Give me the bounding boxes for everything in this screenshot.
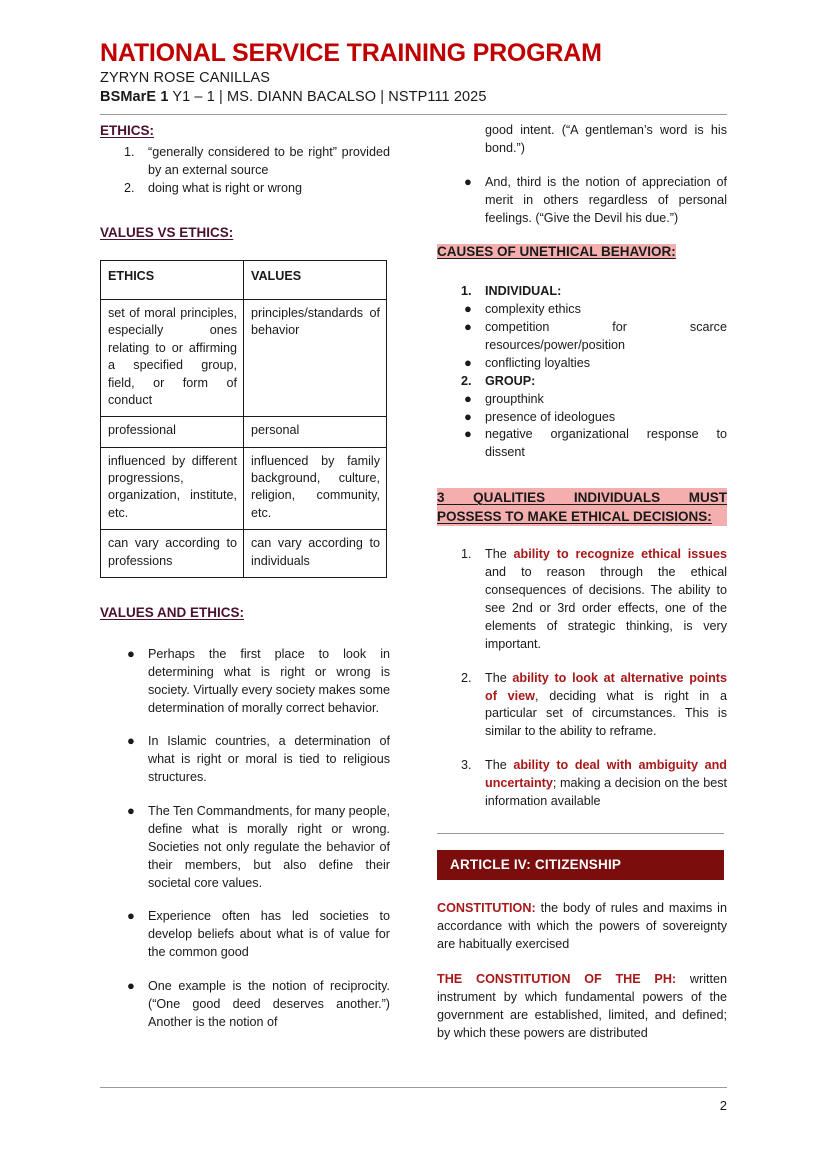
qualities-list xyxy=(437,546,727,810)
right-column xyxy=(437,122,727,1043)
bullet-icon: ● xyxy=(127,978,135,993)
quality-emphasis: ability to look at alternative points of view xyxy=(485,670,728,703)
table-header-values: VALUES xyxy=(244,260,387,299)
page-number: 2 xyxy=(719,1098,727,1113)
causes-group-individual-label xyxy=(437,283,727,301)
qualities-heading-wrap xyxy=(437,488,727,526)
header-divider xyxy=(100,114,727,115)
list-item xyxy=(100,144,390,180)
course-info-line xyxy=(100,88,728,106)
list-item xyxy=(437,409,727,427)
list-item xyxy=(437,301,727,319)
table-cell: set of moral principles, especially ones relating to or affirming a specified group, field, or form of conduct xyxy=(101,300,244,417)
list-item xyxy=(100,733,390,787)
table-cell: professional xyxy=(101,417,244,447)
table-cell: can vary according to professions xyxy=(101,530,244,578)
list-item xyxy=(100,646,390,718)
table-row xyxy=(101,530,387,578)
ethics-heading: ETHICS: xyxy=(100,123,154,138)
constitution-text: the body of rules and maxims in accordance with which the powers of sovereignty are habitually exercised xyxy=(437,900,727,951)
list-marker: 2. xyxy=(461,670,472,685)
list-text: complexity ethics xyxy=(485,302,581,317)
list-marker: 1. xyxy=(461,284,472,299)
quality-lead: The xyxy=(485,758,514,773)
list-text: groupthink xyxy=(485,391,544,406)
list-text: In Islamic countries, a determination of what is right or moral is tied to religious structures. xyxy=(148,734,390,785)
quality-emphasis: ability to deal with ambiguity and uncertainty xyxy=(485,758,727,791)
list-item xyxy=(437,426,727,462)
list-item xyxy=(437,174,727,228)
list-text: “generally considered to be right” provided by an external source xyxy=(148,145,390,177)
quality-rest: , deciding what is right in a particular set of circumstances. This is similar to the ability to reframe. xyxy=(485,688,727,739)
list-item xyxy=(100,978,390,1032)
table-cell: influenced by different progressions, organization, institute, etc. xyxy=(101,447,244,530)
document-header xyxy=(100,40,728,106)
group-label: GROUP: xyxy=(485,373,536,388)
page-title: NATIONAL SERVICE TRAINING PROGRAM xyxy=(100,39,602,67)
values-vs-ethics-heading-wrap xyxy=(100,224,390,242)
values-vs-ethics-heading: VALUES VS ETHICS: xyxy=(100,224,234,240)
list-item xyxy=(437,355,727,373)
quality-lead: The xyxy=(485,670,513,685)
quality-rest: ; making a decision on the best information available xyxy=(485,776,727,808)
list-marker: 3. xyxy=(461,758,472,773)
causes-of-unethical-behavior-heading: CAUSES OF UNETHICAL BEHAVIOR: xyxy=(437,244,676,260)
left-column xyxy=(100,122,390,1048)
list-item xyxy=(437,670,727,742)
list-item xyxy=(100,180,390,198)
list-marker: 2. xyxy=(124,180,135,195)
table-row xyxy=(101,447,387,530)
list-item xyxy=(437,319,727,355)
bullet-icon: ● xyxy=(127,803,135,818)
qualities-heading-line2: POSSESS TO MAKE ETHICAL DECISIONS: xyxy=(437,507,727,526)
table-cell: personal xyxy=(244,417,387,447)
causes-group-group-label xyxy=(437,373,727,391)
list-item xyxy=(100,908,390,962)
list-item xyxy=(437,391,727,409)
list-text: The Ten Commandments, for many people, define what is morally right or wrong. Societies not only regulate the behavior of their members, but also define their societal core values. xyxy=(148,804,390,890)
continued-paragraph: good intent. (“A gentleman’s word is his bond.”) xyxy=(485,123,727,155)
list-text: One example is the notion of reciprocity. (“One good deed deserves another.”) Another is the notion of xyxy=(148,979,390,1029)
article-banner: ARTICLE IV: CITIZENSHIP xyxy=(437,850,724,880)
table-cell: principles/standards of behavior xyxy=(244,300,387,417)
qualities-heading-line1: 3 QUALITIES INDIVIDUALS MUST xyxy=(437,488,727,507)
list-marker: 1. xyxy=(461,547,472,562)
course-details: Y1 – 1 | MS. DIANN BACALSO | NSTP111 2025 xyxy=(168,89,487,106)
table-cell: influenced by family background, culture, religion, community, etc. xyxy=(244,447,387,530)
ph-constitution-text: written instrument by which fundamental powers of the government are established, limited, and defined; by which these powers are distributed xyxy=(437,972,727,1041)
ethics-values-comparison-table xyxy=(100,260,387,578)
causes-group-list xyxy=(437,391,727,463)
ph-constitution-definition xyxy=(437,971,727,1043)
quality-rest: and to reason through the ethical consequences of decisions. The ability to see 2nd or 3rd order effects, one of the elements of strategic thinking, is very important. xyxy=(485,565,727,651)
constitution-definition xyxy=(437,900,727,954)
causes-individual-list xyxy=(437,301,727,373)
ethics-heading-wrap xyxy=(100,122,390,140)
table-row xyxy=(101,300,387,417)
values-and-ethics-bullet-list xyxy=(100,646,390,1032)
list-text: Experience often has led societies to develop beliefs about what is of value for the common good xyxy=(148,909,390,960)
constitution-term: CONSTITUTION: xyxy=(437,900,536,915)
bullet-icon: ● xyxy=(127,645,135,661)
quality-emphasis: ability to recognize ethical issues xyxy=(513,547,727,562)
list-text: And, third is the notion of appreciation of merit in others regardless of personal feelings. (“Give the Devil his due.”) xyxy=(485,174,727,225)
bullet-icon: ● xyxy=(127,733,135,749)
bullet-icon: ● xyxy=(464,354,472,370)
list-item xyxy=(100,803,390,892)
list-marker: 2. xyxy=(461,373,472,388)
list-text: Perhaps the first place to look in determining what is right or wrong is society. Virtually every society makes some determination of morally correct behavior. xyxy=(148,646,390,715)
list-text: negative organizational response to dissent xyxy=(485,427,727,460)
bullet-icon: ● xyxy=(464,301,472,317)
table-cell: can vary according to individuals xyxy=(244,530,387,578)
values-and-ethics-heading: VALUES AND ETHICS: xyxy=(100,604,245,620)
course-code: BSMarE 1 xyxy=(100,89,169,106)
table-row xyxy=(101,417,387,447)
table-header-row xyxy=(101,260,387,299)
list-marker: 1. xyxy=(124,145,135,159)
list-text: doing what is right or wrong xyxy=(148,180,303,195)
group-label: INDIVIDUAL: xyxy=(485,284,562,299)
list-text: competition for scarce resources/power/position xyxy=(485,320,727,352)
list-item xyxy=(437,757,727,811)
quality-lead: The xyxy=(485,547,514,562)
causes-heading-wrap xyxy=(437,243,727,261)
list-text: presence of ideologues xyxy=(485,409,616,424)
author-name: ZYRYN ROSE CANILLAS xyxy=(100,70,271,86)
table-header-ethics: ETHICS xyxy=(101,260,244,299)
bullet-icon: ● xyxy=(464,426,472,442)
bullet-icon: ● xyxy=(464,319,472,335)
list-item xyxy=(437,546,727,653)
third-notion-bullet-list xyxy=(437,174,727,228)
ethics-definition-list xyxy=(100,144,390,198)
ph-constitution-term: THE CONSTITUTION OF THE PH: xyxy=(437,972,677,987)
bullet-icon: ● xyxy=(464,408,472,424)
values-and-ethics-heading-wrap xyxy=(100,604,390,622)
bullet-icon: ● xyxy=(464,173,472,189)
list-text: conflicting loyalties xyxy=(485,355,590,370)
bullet-icon: ● xyxy=(127,908,135,924)
footer-divider xyxy=(100,1087,727,1088)
bullet-icon: ● xyxy=(464,390,472,406)
